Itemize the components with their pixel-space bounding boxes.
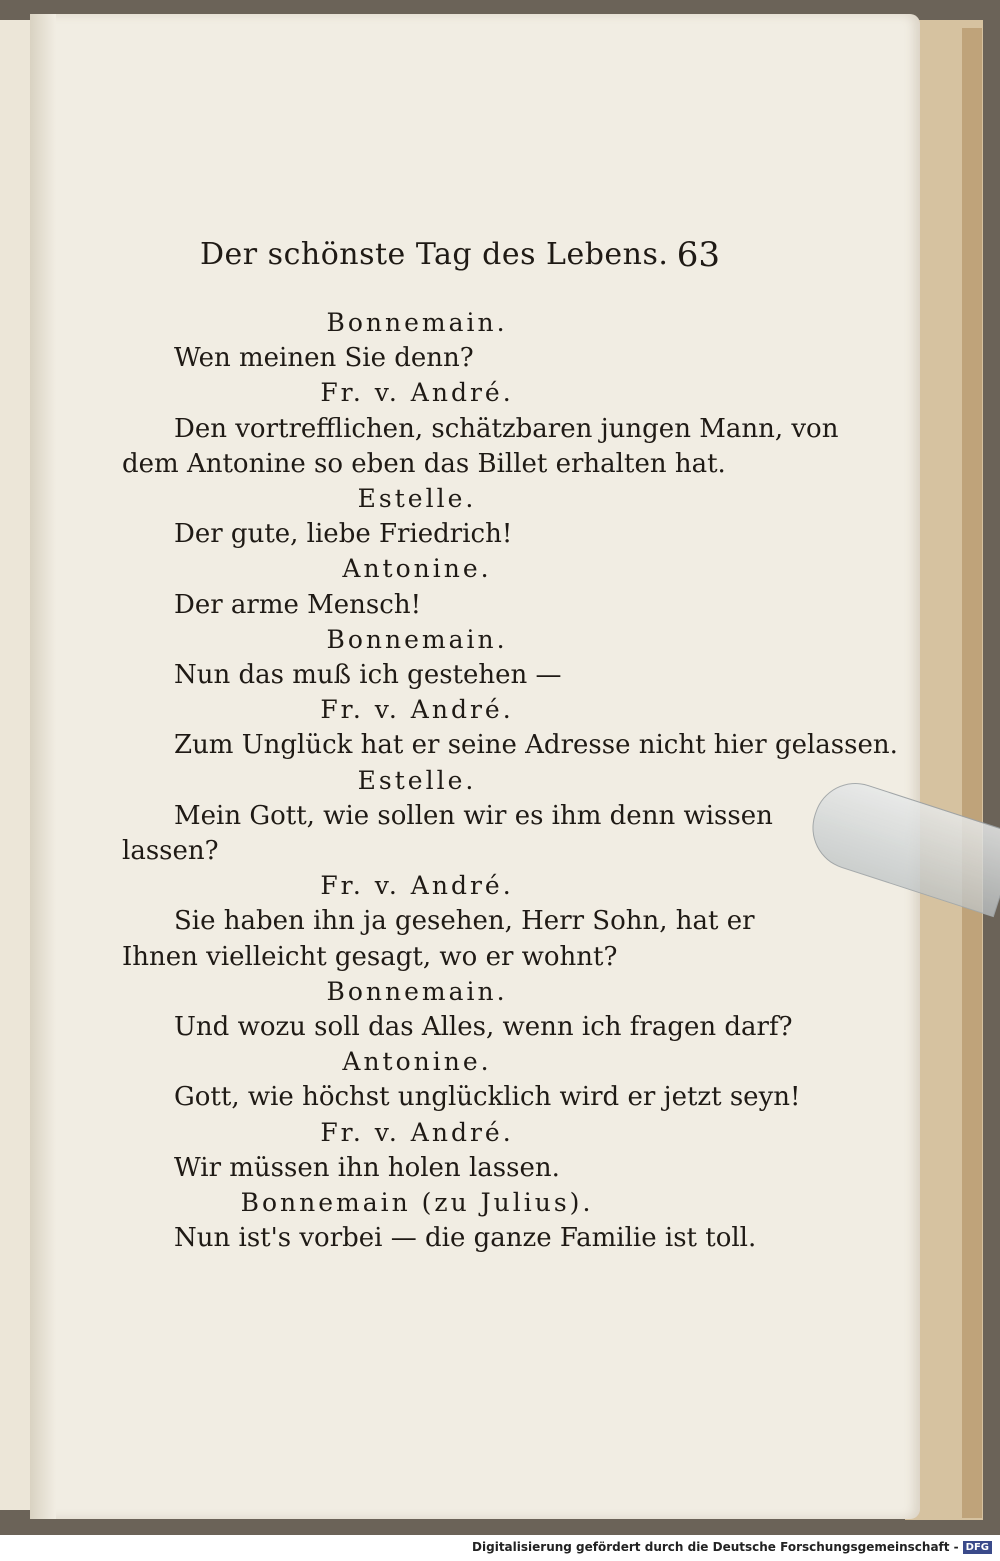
running-header: [200, 237, 720, 289]
page-gutter: [30, 14, 56, 1519]
book-cover-edge: [962, 28, 982, 1518]
dialogue-line: Wir müssen ihn holen lassen.: [174, 1152, 560, 1183]
speaker-name: Bonnemain.: [326, 976, 508, 1006]
speaker-name: Antonine.: [342, 1047, 492, 1077]
dialogue-line: Und wozu soll das Alles, wenn ich fragen darf?: [174, 1012, 793, 1042]
speaker-name: Fr. v. André.: [320, 695, 514, 725]
speaker-name: Bonnemain.: [326, 624, 508, 654]
dialogue-line: Der arme Mensch!: [174, 589, 422, 620]
speaker-name: Fr. v. André.: [320, 1117, 514, 1147]
dialogue-line: Nun das muß ich gestehen —: [174, 660, 562, 690]
dialogue-line: Den vortrefflichen, schätzbaren jungen Mann, von: [174, 413, 839, 444]
speaker-name: Antonine.: [342, 554, 492, 584]
credit-text: Digitalisierung gefördert durch die Deutsche Forschungsgemeinschaft -: [472, 1540, 959, 1554]
dialogue-line: Der gute, liebe Friedrich!: [174, 519, 513, 550]
dialogue-line: Zum Unglück hat er seine Adresse nicht hier gelassen.: [174, 730, 898, 761]
dialogue-line: Gott, wie höchst unglücklich wird er jetzt seyn!: [174, 1082, 801, 1113]
speaker-name: Bonnemain.: [326, 308, 508, 337]
dialogue-line: Sie haben ihn ja gesehen, Herr Sohn, hat er: [174, 906, 755, 937]
dialogue-line: lassen?: [122, 836, 219, 866]
speaker-name: Estelle.: [357, 765, 477, 795]
running-head-title: Der schönste Tag des Lebens.: [200, 237, 669, 272]
dialogue-line: Wen meinen Sie denn?: [174, 343, 474, 374]
dialogue-line: dem Antonine so eben das Billet erhalten hat.: [122, 448, 726, 479]
dialogue-line: Ihnen vielleicht gesagt, wo er wohnt?: [122, 941, 618, 972]
speaker-name: Bonnemain (zu Julius).: [240, 1188, 594, 1217]
dfg-logo: DFG: [963, 1541, 992, 1554]
page-number: 63: [676, 235, 720, 275]
digitization-credit: [472, 1540, 992, 1554]
dialogue-line: Mein Gott, wie sollen wir es ihm denn wissen: [174, 800, 773, 831]
speaker-name: Estelle.: [357, 484, 477, 513]
speaker-name: Fr. v. André.: [320, 871, 514, 901]
speaker-name: Fr. v. André.: [320, 378, 514, 408]
dialogue-line: Nun ist's vorbei — die ganze Familie ist toll.: [174, 1223, 757, 1254]
